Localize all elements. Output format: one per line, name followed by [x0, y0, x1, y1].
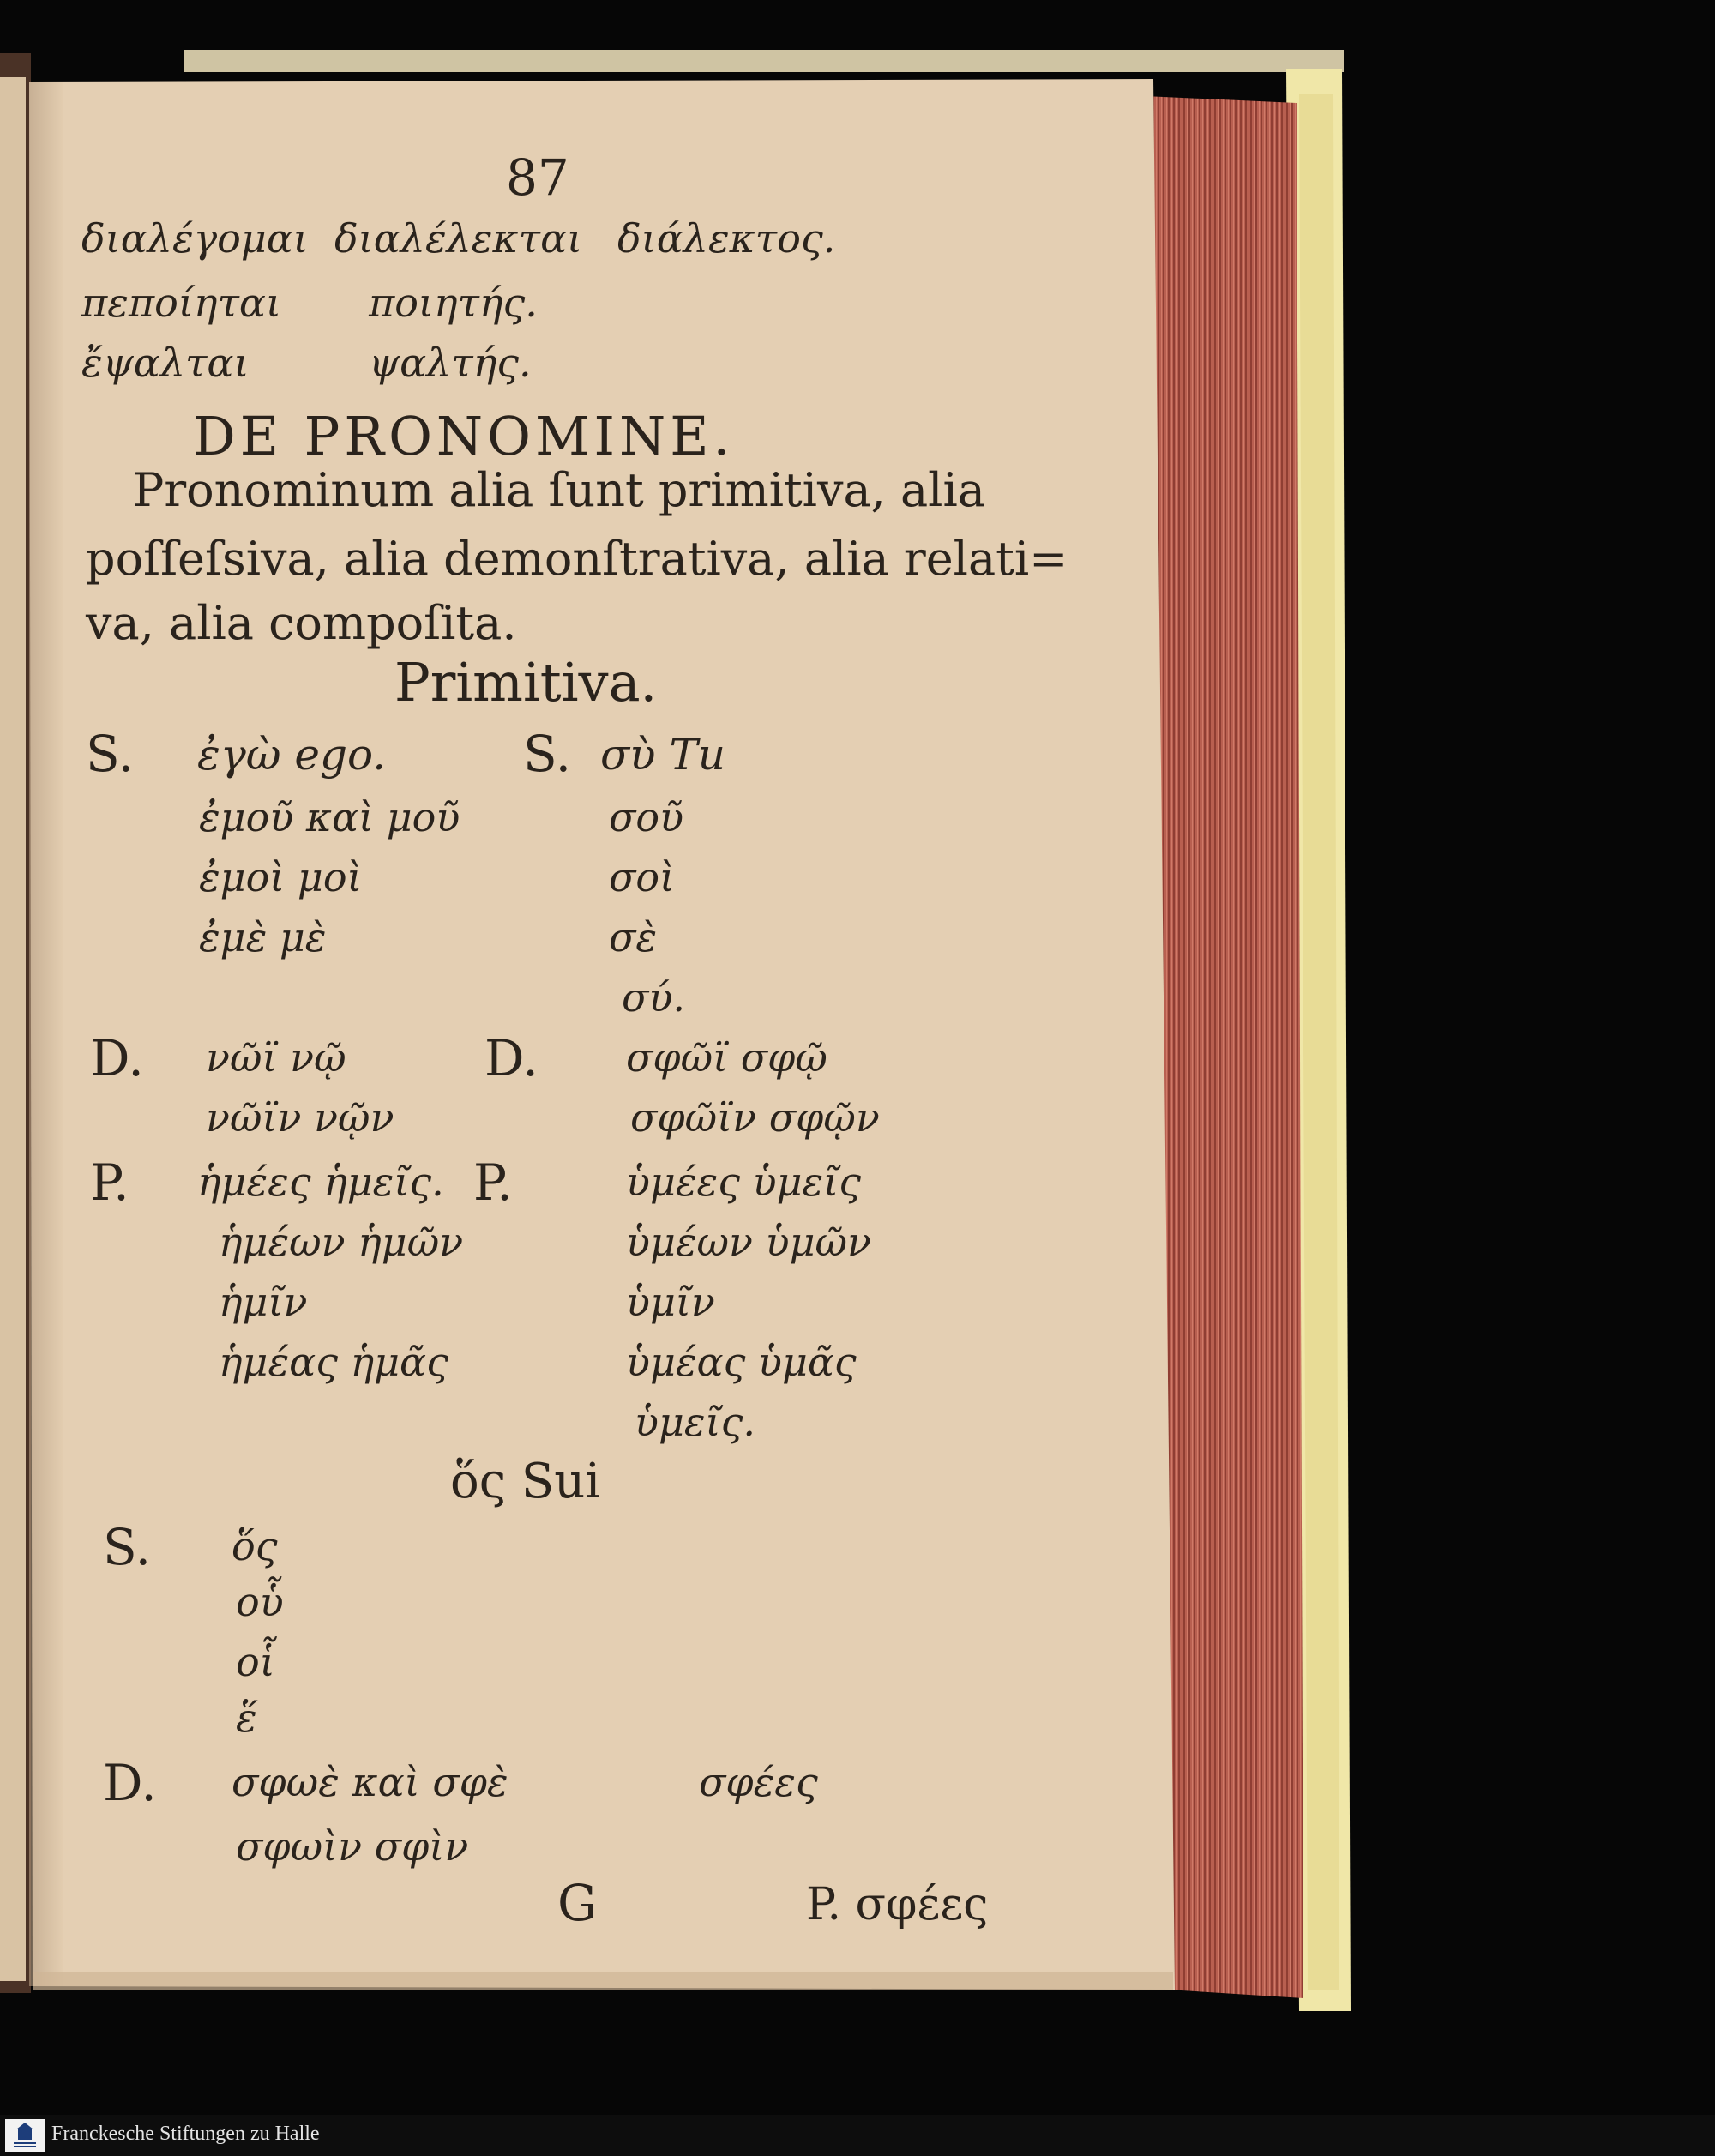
right-singular-form-3: σοὶ	[609, 854, 676, 900]
right-singular-form-1: σὺ Tu	[600, 730, 725, 780]
sui-singular-form-2: οὗ	[236, 1579, 284, 1625]
page-number: 87	[506, 148, 569, 207]
greek-line-2-col-2: ποιητής.	[369, 280, 538, 326]
footer-bar	[0, 2115, 1715, 2156]
greek-line-1-col-2: διαλέλεκται	[334, 215, 583, 262]
institution-logo	[5, 2119, 45, 2152]
right-plural-label: P.	[473, 1153, 513, 1212]
building-icon	[5, 2119, 45, 2152]
right-plural-form-4: ὑμέας ὑμᾶς	[626, 1339, 857, 1385]
section-title: DE PRONOMINE.	[193, 405, 735, 467]
right-singular-form-5: σύ.	[622, 974, 685, 1021]
left-plural-label: P.	[90, 1153, 129, 1212]
sui-heading: ὅς Sui	[450, 1454, 601, 1509]
left-singular-form-4: ἐμὲ μὲ	[199, 914, 327, 961]
sui-singular-label: S.	[103, 1518, 152, 1576]
right-dual-form-1: σφῶϊ σφῷ	[626, 1034, 827, 1081]
left-singular-label: S.	[86, 725, 135, 783]
left-dual-label: D.	[90, 1029, 144, 1087]
institution-name: Franckesche Stiftungen zu Halle	[51, 2123, 320, 2145]
greek-line-3-col-1: ἔψαλται	[81, 340, 250, 386]
paragraph-line-3: va, alia compoſita.	[86, 596, 517, 650]
right-plural-form-2: ὑμέων ὑμῶν	[626, 1219, 871, 1265]
left-singular-form-3: ἐμοὶ μοὶ	[199, 854, 363, 900]
right-singular-label: S.	[523, 725, 572, 783]
sui-singular-form-3: οἷ	[236, 1639, 275, 1685]
left-plural-form-3: ἡμῖν	[219, 1279, 308, 1325]
right-plural-form-5: ὑμεῖς.	[635, 1399, 755, 1445]
greek-line-3-col-2: ψαλτής.	[369, 340, 532, 386]
greek-line-1-col-3: διάλεκτος.	[617, 215, 836, 262]
greek-line-1-col-1: διαλέγομαι	[81, 215, 309, 262]
greek-line-2-col-1: πεποίηται	[81, 280, 281, 326]
catchword: P. σφέες	[806, 1879, 989, 1930]
sui-dual-form-2: σφωὶν σφὶν	[236, 1823, 469, 1870]
sui-dual-form-1: σφωὲ καὶ σφὲ	[232, 1759, 508, 1805]
left-dual-form-1: νῶϊ νῷ	[206, 1034, 346, 1081]
left-singular-form-1: ἐγὼ ego.	[197, 730, 387, 780]
sui-singular-form-1: ὅς	[232, 1523, 278, 1569]
signature-mark: G	[557, 1874, 598, 1932]
left-singular-form-2: ἐμοῦ καὶ μοῦ	[199, 794, 460, 840]
right-plural-form-1: ὑμέες ὑμεῖς	[626, 1159, 861, 1205]
right-singular-form-2: σοῦ	[609, 794, 684, 840]
right-dual-label: D.	[484, 1029, 539, 1087]
left-plural-form-1: ἡμέες ἡμεῖς.	[197, 1159, 444, 1205]
left-plural-form-2: ἡμέων ἡμῶν	[219, 1219, 464, 1265]
right-plural-form-3: ὑμῖν	[626, 1279, 715, 1325]
subheading-primitiva: Primitiva.	[394, 651, 658, 714]
paragraph-line-1: Pronominum alia ſunt primitiva, alia	[133, 463, 985, 517]
right-dual-form-2: σφῶϊν σφῷν	[630, 1094, 880, 1141]
right-singular-form-4: σὲ	[609, 914, 658, 961]
sui-dual-right-form: σφέες	[699, 1759, 818, 1805]
left-dual-form-2: νῶϊν νῷν	[206, 1094, 394, 1141]
sui-dual-label: D.	[103, 1754, 157, 1812]
left-plural-form-4: ἡμέας ἡμᾶς	[219, 1339, 448, 1385]
paragraph-line-2: poſſeſsiva, alia demonſtrativa, alia relati=	[86, 532, 1068, 586]
sui-singular-form-4: ἕ	[236, 1695, 257, 1741]
